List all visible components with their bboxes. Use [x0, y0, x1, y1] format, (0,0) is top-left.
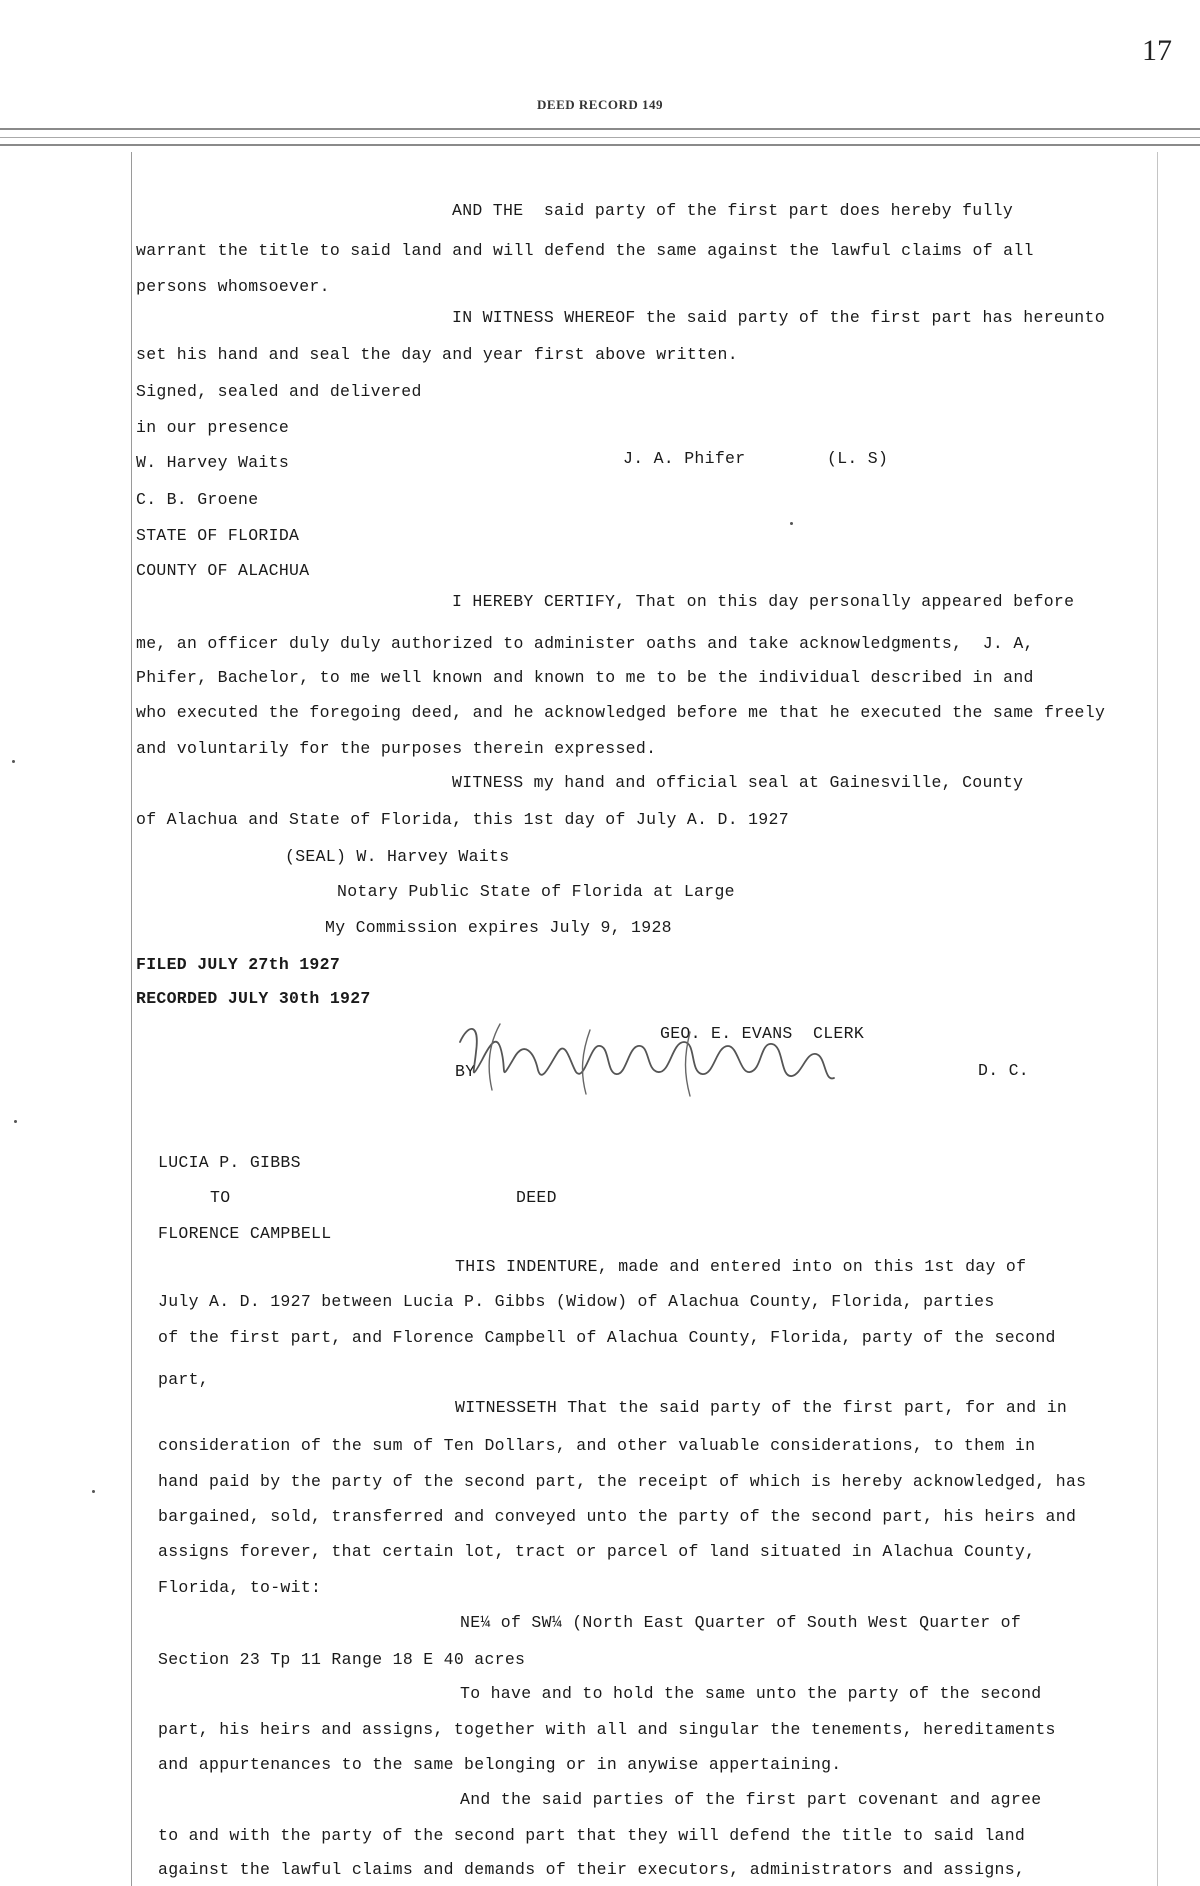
notary-seal-line: (SEAL) W. Harvey Waits: [285, 847, 510, 866]
header-rule-bottom: [0, 144, 1200, 146]
witness-2: C. B. Groene: [136, 490, 259, 509]
to-label: TO: [210, 1188, 231, 1207]
grantor-name: LUCIA P. GIBBS: [158, 1153, 301, 1172]
habendum-line-2: part, his heirs and assigns, together with all and singular the tenements, hereditaments: [158, 1720, 1056, 1739]
witnesseth-line-6: Florida, to-wit:: [158, 1578, 322, 1597]
by-label: BY: [455, 1062, 476, 1081]
deputy-clerk-handwritten-signature: [440, 1012, 860, 1102]
covenant-line-2: to and with the party of the second part that they will defend the title to said land: [158, 1826, 1026, 1845]
indenture-line-2: July A. D. 1927 between Lucia P. Gibbs (Widow) of Alachua County, Florida, parties: [158, 1292, 995, 1311]
witnesseth-line-4: bargained, sold, transferred and conveyed unto the party of the second part, his heirs and: [158, 1507, 1077, 1526]
scan-speck: [14, 1120, 17, 1123]
notary-title-line: Notary Public State of Florida at Large: [337, 882, 735, 901]
filed-line: FILED JULY 27th 1927: [136, 955, 341, 974]
witnesseth-line-5: assigns forever, that certain lot, tract or parcel of land situated in Alachua County,: [158, 1542, 1036, 1561]
signed-line-1: Signed, sealed and delivered: [136, 382, 422, 401]
indenture-line-4: part,: [158, 1370, 210, 1389]
header-rule-top: [0, 128, 1200, 130]
recorded-line: RECORDED JULY 30th 1927: [136, 989, 371, 1008]
witnesseth-line-2: consideration of the sum of Ten Dollars, and other valuable considerations, to them in: [158, 1436, 1036, 1455]
land-description-line-1: NE¼ of SW¼ (North East Quarter of South West Quarter of: [460, 1613, 1022, 1632]
deputy-clerk-label: D. C.: [978, 1061, 1030, 1080]
scan-speck: [12, 760, 15, 763]
notary-witness-line-1: WITNESS my hand and official seal at Gainesville, County: [452, 773, 1024, 792]
grantee-name: FLORENCE CAMPBELL: [158, 1224, 332, 1243]
indenture-line-3: of the first part, and Florence Campbell of Alachua County, Florida, party of the second: [158, 1328, 1056, 1347]
grantor-signature: J. A. Phifer: [623, 449, 746, 468]
certificate-line-4: who executed the foregoing deed, and he acknowledged before me that he executed the same freely: [136, 703, 1106, 722]
header-rule-middle: [0, 137, 1200, 138]
seal-mark: (L. S): [827, 449, 889, 468]
county-line: COUNTY OF ALACHUA: [136, 561, 310, 580]
witnesseth-line-1: WITNESSETH That the said party of the first part, for and in: [455, 1398, 1068, 1417]
clerk-line: GEO. E. EVANS CLERK: [660, 1024, 865, 1043]
signed-line-2: in our presence: [136, 418, 290, 437]
scan-speck: [92, 1490, 95, 1493]
scan-speck: [790, 522, 793, 525]
commission-line: My Commission expires July 9, 1928: [325, 918, 672, 937]
page-number: 17: [1142, 34, 1172, 67]
witnesseth-line-3: hand paid by the party of the second part, the receipt of which is hereby acknowledged, has: [158, 1472, 1087, 1491]
page-header-title: DEED RECORD 149: [537, 97, 663, 112]
witness-clause-line-1: IN WITNESS WHEREOF the said party of the first part has hereunto: [452, 308, 1105, 327]
witness-1: W. Harvey Waits: [136, 453, 290, 472]
certificate-line-5: and voluntarily for the purposes therein expressed.: [136, 739, 657, 758]
instrument-type: DEED: [516, 1188, 557, 1207]
covenant-line-3: against the lawful claims and demands of their executors, administrators and assigns,: [158, 1860, 1026, 1879]
certificate-line-3: Phifer, Bachelor, to me well known and known to me to be the individual described in and: [136, 668, 1034, 687]
witness-clause-line-2: set his hand and seal the day and year first above written.: [136, 345, 738, 364]
warranty-line-3: persons whomsoever.: [136, 277, 330, 296]
notary-witness-line-2: of Alachua and State of Florida, this 1st day of July A. D. 1927: [136, 810, 789, 829]
covenant-line-1: And the said parties of the first part covenant and agree: [460, 1790, 1042, 1809]
left-margin-line: [131, 152, 132, 1886]
warranty-line-2: warrant the title to said land and will defend the same against the lawful claims of all: [136, 241, 1034, 260]
certificate-line-1: I HEREBY CERTIFY, That on this day personally appeared before: [452, 592, 1075, 611]
certificate-line-2: me, an officer duly duly authorized to administer oaths and take acknowledgments, J. A,: [136, 634, 1034, 653]
land-description-line-2: Section 23 Tp 11 Range 18 E 40 acres: [158, 1650, 526, 1669]
state-line: STATE OF FLORIDA: [136, 526, 300, 545]
signature-scribble: [440, 1012, 860, 1102]
indenture-line-1: THIS INDENTURE, made and entered into on this 1st day of: [455, 1257, 1027, 1276]
habendum-line-3: and appurtenances to the same belonging or in anywise appertaining.: [158, 1755, 842, 1774]
habendum-line-1: To have and to hold the same unto the party of the second: [460, 1684, 1042, 1703]
warranty-line-1: AND THE said party of the first part does hereby fully: [452, 201, 1014, 220]
right-margin-line: [1157, 152, 1158, 1886]
